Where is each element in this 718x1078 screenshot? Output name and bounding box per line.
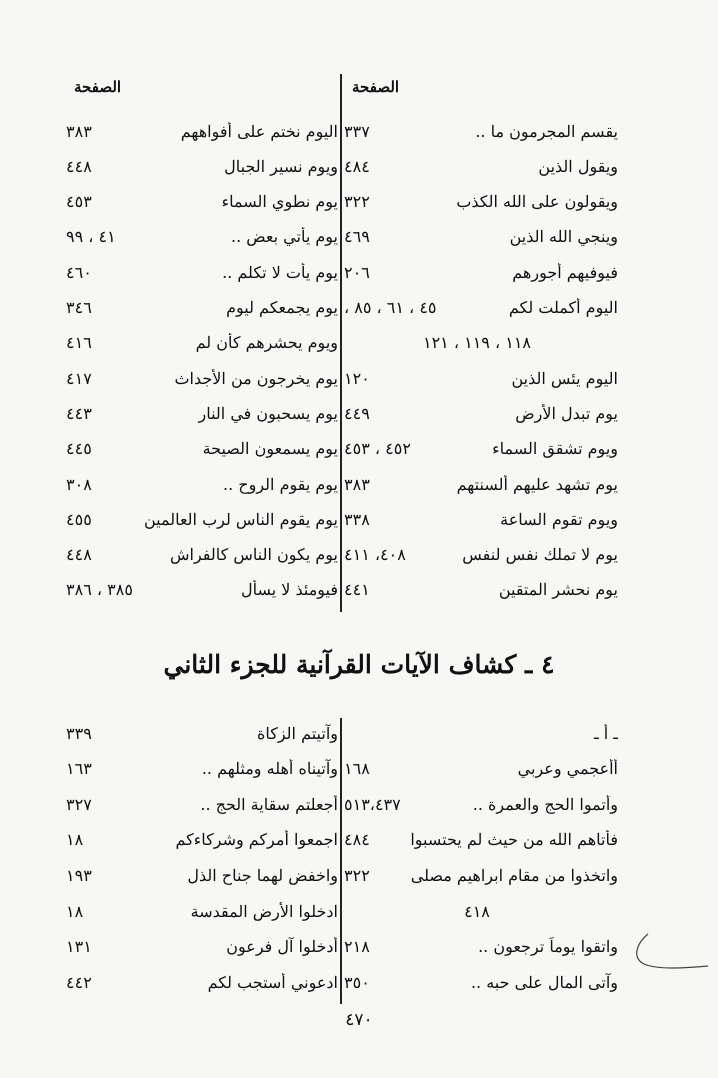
index-entry — [66, 754, 338, 784]
entry-page-number: ٤٥ ، ٦١ ، ٨٥ ، — [344, 298, 437, 317]
entry-text: ويوم تقوم الساعة — [500, 509, 618, 529]
entry-page-number: ٤٤١ — [344, 580, 370, 600]
index-entry — [66, 151, 338, 181]
index-entry — [66, 434, 338, 464]
entry-page-number: ٤٤٢ — [66, 972, 92, 992]
entry-page-number: ١٦٣ — [66, 759, 92, 779]
entry-text: يوم يأت لا تكلم .. — [222, 262, 338, 282]
entry-text: فأتاهم الله من حيث لم يحتسبوا — [410, 830, 618, 850]
entry-text: ويوم نسير الجبال — [224, 156, 338, 176]
index-entry — [66, 896, 338, 926]
index-entry — [66, 222, 338, 252]
entry-page-number: ٣٨٣ — [66, 121, 92, 141]
index-entry — [344, 504, 618, 534]
index-entry — [66, 257, 338, 287]
entry-page-number: ٣٨٣ — [344, 474, 370, 494]
entry-text: يوم لا تملك نفس لنفس — [462, 545, 618, 565]
entry-page-number: ٤٠٨، ٤١١ — [344, 545, 406, 565]
index-entry — [66, 967, 338, 997]
index-entry — [344, 540, 618, 570]
entry-text: ويقولون على الله الكذب — [456, 192, 618, 212]
index-entry — [66, 293, 338, 323]
entry-page-number: ٤٤٨ — [66, 156, 92, 176]
entry-page-number: ٣٤٦ — [66, 298, 92, 317]
index-entry — [344, 328, 618, 358]
entry-page-number: ٤١ ، ٩٩ — [66, 227, 116, 247]
entry-text: فيومئذ لا يسأل — [240, 580, 338, 600]
entry-text: يوم يكون الناس كالفراش — [169, 545, 338, 565]
index-entry — [344, 398, 618, 428]
entry-text: واخفض لهما جناح الذل — [187, 865, 338, 885]
entry-page-number: ٣٢٢ — [344, 192, 370, 212]
entry-page-number: ٣٢٧ — [66, 794, 92, 814]
entry-text: وآتيناه أهله ومثلهم .. — [201, 759, 338, 779]
entry-text: واتخذوا من مقام ابراهيم مصلى — [410, 865, 618, 885]
entry-page-number: ٤٥٥ — [66, 509, 92, 529]
entry-page-number: ٣٣٨ — [344, 509, 370, 529]
entry-page-number: ٣٠٨ — [66, 474, 92, 494]
entry-text: يوم يسحبون في النار — [198, 403, 338, 423]
entry-page-number: ١٨ — [66, 830, 84, 850]
entry-text: يقسم المجرمون ما .. — [475, 121, 618, 141]
index-entry — [344, 932, 618, 962]
index-entry — [344, 896, 618, 926]
index-entry — [344, 718, 618, 748]
index-entry — [344, 825, 618, 855]
entry-text: وأتموا الحج والعمرة .. — [472, 794, 618, 814]
index-entry — [344, 257, 618, 287]
index-entry — [344, 967, 618, 997]
column-divider-bottom — [340, 718, 342, 1004]
index-entry — [344, 293, 618, 323]
entry-text: ادخلوا الأرض المقدسة — [190, 901, 338, 921]
entry-page-number: ٥١٣،٤٣٧ — [344, 794, 401, 814]
entry-text: اجمعوا أمركم وشركاءكم — [175, 830, 338, 850]
entry-page-number: ٢٠٦ — [344, 262, 370, 282]
entry-text: أأعجمي وعربي — [517, 759, 618, 779]
column-header-left: الصفحة — [74, 78, 122, 96]
entry-text: ويقول الذين — [538, 156, 618, 176]
entry-page-number: ١٦٨ — [344, 759, 370, 779]
index-entry — [66, 540, 338, 570]
entry-text: ويوم يحشرهم كأن لم — [195, 333, 338, 353]
entry-page-number: ٤١٧ — [66, 368, 92, 388]
index-entry — [344, 469, 618, 499]
entry-text: يوم يقوم الروح .. — [223, 474, 338, 494]
index-entry — [66, 398, 338, 428]
entry-page-number: ١٨ — [66, 901, 84, 921]
entry-text: يوم يأتي بعض .. — [231, 227, 338, 247]
index-entry — [344, 222, 618, 252]
index-entry — [66, 825, 338, 855]
entry-page-number: ٤٤٥ — [66, 439, 92, 459]
index-entry — [344, 116, 618, 146]
entry-page-number: ٤٤٨ — [66, 545, 92, 565]
entry-text: وينجي الله الذين — [509, 227, 618, 247]
entry-text: ادعوني أستجب لكم — [207, 972, 338, 992]
entry-page-number: ٣٨٥ ، ٣٨٦ — [66, 580, 133, 600]
index-entry — [344, 151, 618, 181]
index-entry — [66, 718, 338, 748]
index-entry — [66, 504, 338, 534]
entry-text: اليوم نختم على أفواههم — [180, 121, 338, 141]
entry-text: فيوفيهم أجورهم — [512, 262, 618, 282]
entry-page-number: ١٩٣ — [66, 865, 92, 885]
entry-page-number: ٤٥٢ ، ٤٥٣ — [344, 439, 411, 459]
entry-page-number: ١١٨ ، ١١٩ ، ١٢١ — [422, 333, 532, 353]
index-entry — [344, 754, 618, 784]
entry-page-number: ٤٤٣ — [66, 403, 92, 423]
entry-page-number: ٣٣٩ — [66, 723, 92, 743]
entry-page-number: ٤٤٩ — [344, 403, 370, 423]
entry-text: يوم نحشر المتقين — [498, 580, 618, 600]
index-entry — [66, 789, 338, 819]
entry-text: يوم يسمعون الصيحة — [202, 439, 338, 459]
index-entry — [66, 469, 338, 499]
entry-page-number: ٣٥٠ — [344, 972, 370, 992]
entry-text: يوم يجمعكم ليوم — [226, 298, 338, 317]
index-entry — [66, 575, 338, 605]
index-entry — [66, 363, 338, 393]
entry-text: يوم يخرجون من الأجداث — [174, 368, 338, 388]
entry-text: وآتيتم الزكاة — [256, 723, 338, 743]
index-entry — [66, 860, 338, 890]
entry-page-number: ٤٥٣ — [66, 192, 92, 212]
entry-text: وآتى المال على حبه .. — [470, 972, 618, 992]
entry-text: أدخلوا آل فرعون — [226, 937, 338, 957]
index-entry — [344, 575, 618, 605]
index-entry — [66, 187, 338, 217]
section-title: ٤ ـ كشاف الآيات القرآنية للجزء الثاني — [163, 650, 555, 679]
entry-page-number: ٣٣٧ — [344, 121, 370, 141]
entry-text: أجعلتم سقاية الحج .. — [200, 794, 338, 814]
entry-text: ويوم تشقق السماء — [492, 439, 618, 459]
index-entry — [66, 116, 338, 146]
entry-page-number: ٤١٨ — [464, 901, 490, 921]
index-entry — [344, 860, 618, 890]
entry-page-number: ٢١٨ — [344, 937, 370, 957]
entry-page-number: ٤٨٤ — [344, 830, 370, 850]
column-divider-top — [340, 74, 342, 612]
entry-page-number: ١٣١ — [66, 937, 92, 957]
entry-text: ـ أ ـ — [594, 723, 618, 743]
index-entry — [66, 328, 338, 358]
entry-text: اليوم أكملت لكم — [508, 298, 618, 317]
entry-text: يوم يقوم الناس لرب العالمين — [143, 509, 338, 529]
entry-page-number: ١٢٠ — [344, 368, 370, 388]
column-header-right: الصفحة — [352, 78, 400, 96]
entry-text: اليوم يئس الذين — [511, 368, 618, 388]
entry-page-number: ٤٨٤ — [344, 156, 370, 176]
index-entry — [344, 363, 618, 393]
index-entry — [344, 187, 618, 217]
entry-page-number: ٤٦٩ — [344, 227, 370, 247]
entry-text: يوم تبدل الأرض — [515, 403, 618, 423]
entry-page-number: ٤١٦ — [66, 333, 92, 353]
page-number: ٤٧٠ — [345, 1010, 373, 1030]
entry-page-number: ٤٦٠ — [66, 262, 92, 282]
index-entry — [66, 932, 338, 962]
entry-text: يوم تشهد عليهم ألسنتهم — [456, 474, 618, 494]
index-entry — [344, 434, 618, 464]
entry-text: يوم نطوي السماء — [221, 192, 338, 212]
entry-text: واتقوا يوماً ترجعون .. — [478, 937, 618, 957]
entry-page-number: ٣٢٢ — [344, 865, 370, 885]
index-entry — [344, 789, 618, 819]
margin-mark-icon — [630, 930, 710, 980]
